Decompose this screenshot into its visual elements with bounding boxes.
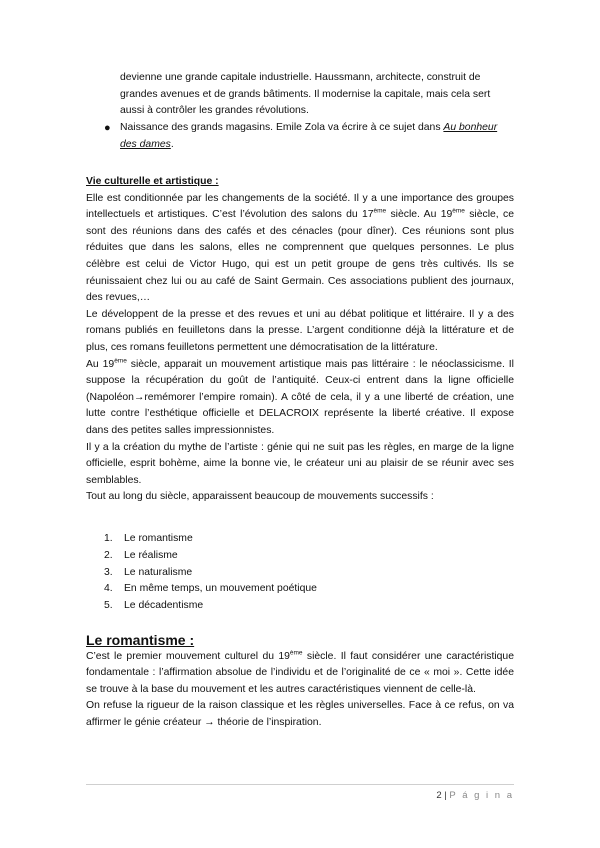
list-item: 1. Le romantisme — [104, 533, 193, 544]
page-footer — [436, 790, 514, 801]
paragraph-vie-2: Le développent de la presse et des revues et uni au débat politique et littéraire. Il y a des romans publiés en feuilletons dans la presse. L’argent conditionne déjà la littérature et de plus, ces romans feuilletons permettent une démocratisation de la littérature. — [86, 308, 514, 353]
intro-paragraph: devienne une grande capitale industrielle. Haussmann, architecte, construit de grandes avenues et de grands bâtiments. Il modernise la capitale, mais cela sert aussi à contrôler les grandes révolutions. — [120, 72, 491, 117]
page-number: 2 — [436, 790, 442, 801]
arrow-icon: → — [133, 391, 145, 403]
footer-divider — [86, 784, 514, 785]
paragraph-romantisme-2: On refuse la rigueur de la raison classique et les règles universelles. Face à ce refus, on va affirmer le génie créateur → théorie de l’inspiration. — [86, 700, 514, 728]
book-title-link[interactable]: Au bonheur des dames — [120, 122, 498, 150]
paragraph-vie-4: Il y a la création du mythe de l’artiste : génie qui ne suit pas les règles, en marge de la ligne officielle, esprit bohème, aime la bonne vie, le créateur uni au plaisir de se réunir avec ses semblables. — [86, 441, 514, 486]
bullet-icon: ● — [104, 122, 111, 134]
list-item: 4. En même temps, un mouvement poétique — [104, 583, 317, 595]
section-romantisme — [86, 632, 514, 732]
section-vie-culturelle — [86, 174, 514, 506]
bullet-text: Naissance des grands magasins. Emile Zola va écrire à ce sujet dans Au bonheur des dames. — [120, 122, 498, 150]
arrow-icon: → — [204, 716, 215, 728]
list-item: 2. Le réalisme — [104, 549, 178, 561]
section-heading-vie: Vie culturelle et artistique : — [86, 176, 219, 187]
paragraph-vie-3: Au 19ème siècle, apparait un mouvement artistique mais pas littéraire : le néoclassicisme. Il suppose la récupération du goût de l’antiquité. Ceux-ci entrent dans la ligne officielle (Napoléon→remémorer l’empire romain). A côté de cela, il y a une liberté de création, une lutte contre l’esthétique officielle et DELACROIX représente la liberté créative. Il expose dans des petites salles impressionnistes. — [86, 357, 514, 436]
intro-continuation — [120, 70, 514, 120]
footer-separator: | — [444, 790, 447, 801]
bullet-item — [104, 120, 514, 153]
list-item: 3. Le naturalisme — [104, 566, 193, 578]
paragraph-romantisme-1: C’est le premier mouvement culturel du 19ème siècle. Il faut considérer une caractéristique fondamentale : l’affirmation absolue de l’individu et de l’originalité de ce « moi ». Cette idée se trouve à la base du mouvement et les autres caractéristiques viennent de celle-là. — [86, 649, 514, 695]
list-item: 5. Le décadentisme — [104, 600, 204, 612]
page-word: P á g i n a — [449, 790, 514, 801]
paragraph-vie-1: Elle est conditionnée par les changements de la société. Il y a une importance des groupes intellectuels et artistiques. C’est l’évolution des salons du 17ème siècle. Au 19ème siècle, ce sont des réunions dans des cafés et des cénacles (pour dîner). Ces réunions sont plus réduites que dans les salons, elles ne comprennent que quelques personnes. Le plus célèbre est celui de Victor Hugo, qui est un petit groupe de gens très cultivés. Ils se réunissaient chez lui ou au café de Saint Germain. Ces associations publient des journaux, des revues,… — [86, 192, 514, 304]
paragraph-vie-5: Tout au long du siècle, apparaissent beaucoup de mouvements successifs : — [86, 491, 434, 503]
movements-list — [104, 531, 317, 615]
section-heading-romantisme: Le romantisme : — [86, 632, 195, 648]
